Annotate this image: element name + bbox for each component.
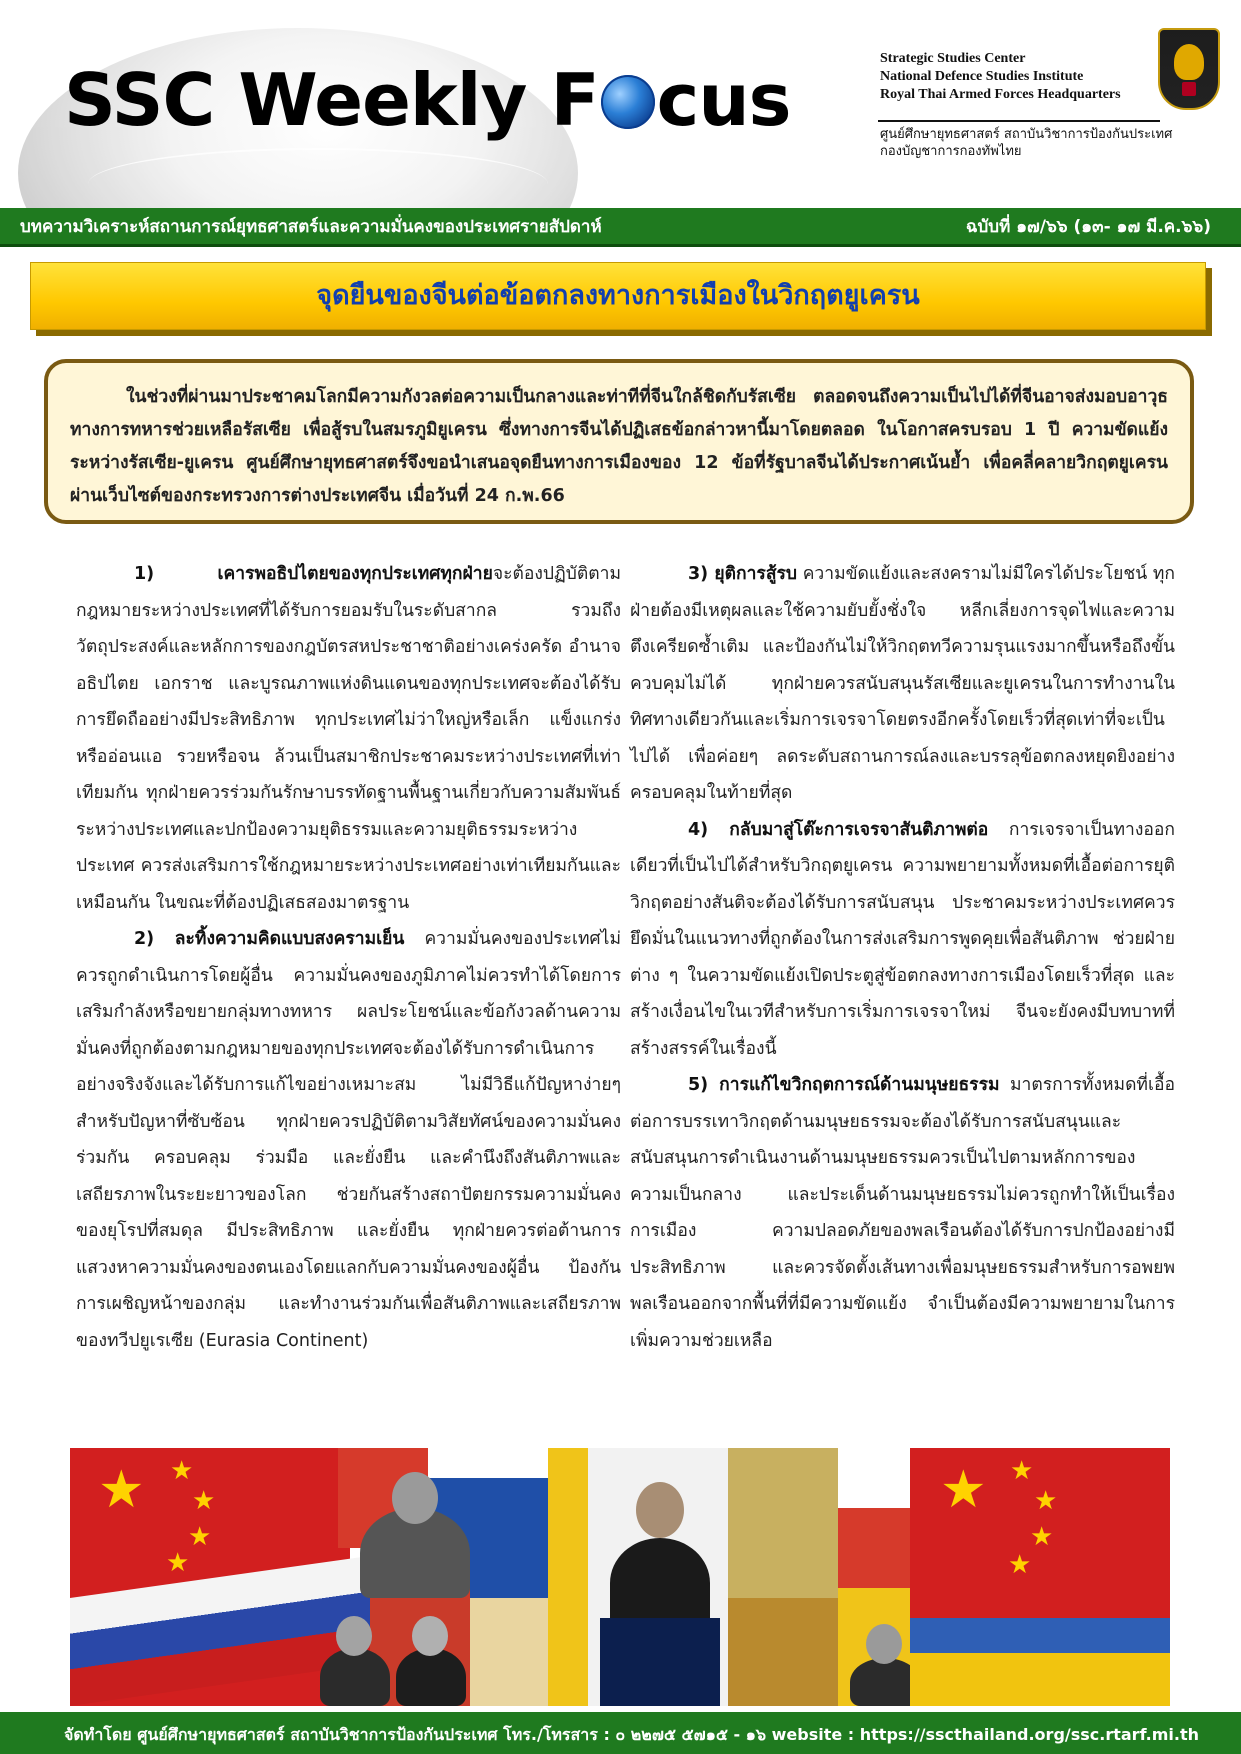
page-header bbox=[0, 0, 1241, 208]
article-headline bbox=[30, 262, 1206, 330]
left-column bbox=[76, 556, 621, 1359]
china-flag-left: ★ ★ ★ ★ ★ bbox=[70, 1448, 350, 1706]
right-column bbox=[630, 556, 1175, 1359]
section-4: 4) กลับมาสู่โต๊ะการเจรจาสันติภาพต่อ การเจรจาเป็นทางออกเดียวที่เป็นไปได้สำหรับวิกฤตยูเครน ความพยายามทั้งหมดที่เอื้อต่อการยุติวิกฤตอย่างสันติจะต้องได้รับการสนับสนุน ประชาคมระหว่างประเทศควรยึดมั่นในแนวทางที่ถูกต้องในการส่งเสริมการพูดคุยเพื่อสันติภาพ ช่วยฝ่ายต่าง ๆ ในความขัดแย้งเปิดประตูสู่ข้อตกลงทางการเมืองโดยเร็วที่สุด และสร้างเงื่อนไขในเวทีสำหรับการเริ่มการเจรจาใหม่ จีนจะยังคงมีบทบาทที่สร้างสรรค์ในเรื่องนี้ bbox=[630, 819, 1175, 1059]
page-footer bbox=[0, 1712, 1241, 1754]
issue-number: ฉบับที่ ๑๗/๖๖ (๑๓- ๑๗ มี.ค.๖๖) bbox=[965, 217, 1211, 237]
band-subtitle: บทความวิเคราะห์สถานการณ์ยุทธศาสตร์และความมั่นคงของประเทศรายสัปดาห์ bbox=[20, 217, 602, 237]
rtarf-emblem-icon bbox=[1158, 28, 1220, 110]
photo-collage bbox=[70, 1448, 1170, 1706]
section-2: 2) ละทิ้งความคิดแบบสงครามเย็น ความมั่นคงของประเทศไม่ควรถูกดำเนินการโดยผู้อื่น ความมั่นคงของภูมิภาคไม่ควรทำได้โดยการเสริมกำลังหรือขยายกลุ่มทางทหาร ผลประโยชน์และข้อกังวลด้านความมั่นคงที่ถูกต้องตามกฎหมายของทุกประเทศจะต้องได้รับการดำเนินการอย่างจริงจังและได้รับการแก้ไขอย่างเหมาะสม ไม่มีวิธีแก้ปัญหาง่ายๆ สำหรับปัญหาที่ซับซ้อน ทุกฝ่ายควรปฏิบัติตามวิสัยทัศน์ของความมั่นคงร่วมกัน ครอบคลุม ร่วมมือ และยั่งยืน และคำนึงถึงสันติภาพและเสถียรภาพในระยะยาวของโลก ช่วยกันสร้างสถาปัตยกรรมความมั่นคงของยุโรปที่สมดุล มีประสิทธิภาพ และยั่งยืน ทุกฝ่ายควรต่อต้านการแสวงหาความมั่นคงของตนเองโดยแลกกับความมั่นคงของผู้อื่น ป้องกันการเผชิญหน้าของกลุ่ม และทำงานร่วมกันเพื่อสันติภาพและเสถียรภาพของทวีปยูเรเซีย (Eurasia Continent) bbox=[76, 929, 621, 1351]
globe-icon bbox=[601, 75, 655, 129]
org-divider bbox=[878, 120, 1160, 122]
newsletter-title: SSC Weekly F cus bbox=[64, 58, 791, 142]
ukraine-flag bbox=[910, 1618, 1170, 1706]
section-1: 1) เคารพอธิปไตยของทุกประเทศทุกฝ่ายจะต้องปฏิบัติตามกฎหมายระหว่างประเทศที่ได้รับการยอมรับในระดับสากล รวมถึงวัตถุประสงค์และหลักการของกฎบัตรสหประชาชาติอย่างเคร่งครัด อำนาจอธิปไตย เอกราช และบูรณภาพแห่งดินแดนของทุกประเทศจะต้องได้รับการยึดถืออย่างมีประสิทธิภาพ ทุกประเทศไม่ว่าใหญ่หรือเล็ก แข็งแกร่งหรืออ่อนแอ รวยหรือจน ล้วนเป็นสมาชิกประชาคมระหว่างประเทศที่เท่าเทียมกัน ทุกฝ่ายควรร่วมกันรักษาบรรทัดฐานพื้นฐานเกี่ยวกับความสัมพันธ์ระหว่างประเทศและปกป้องความยุติธรรมและความยุติธรรมระหว่างประเทศ ควรส่งเสริมการใช้กฎหมายระหว่างประเทศอย่างเท่าเทียมกันและเหมือนกัน ในขณะที่ต้องปฏิเสธสองมาตรฐาน bbox=[76, 564, 621, 913]
abstract-box bbox=[44, 359, 1194, 524]
section-3: 3) ยุติการสู้รบ ความขัดแย้งและสงครามไม่มีใครได้ประโยชน์ ทุกฝ่ายต้องมีเหตุผลและใช้ความยับยั้งชั่งใจ หลีกเลี่ยงการจุดไฟและความตึงเครียดซ้ำเติม และป้องกันไม่ให้วิกฤตทวีความรุนแรงมากขึ้นหรือถึงขั้นควบคุมไม่ได้ ทุกฝ่ายควรสนับสนุนรัสเซียและยูเครนในการทำงานในทิศทางเดียวกันและเริ่มการเจรจาโดยตรงอีกครั้งโดยเร็วที่สุดเท่าที่จะเป็นไปได้ เพื่อค่อยๆ ลดระดับสถานการณ์ลงและบรรลุข้อตกลงหยุดยิงอย่างครอบคลุมในท้ายที่สุด bbox=[630, 564, 1175, 803]
org-name-english: Strategic Studies Center National Defence Studies Institute Royal Thai Armed Forces Headquarters bbox=[880, 51, 1121, 102]
headline-text: จุดยืนของจีนต่อข้อตกลงทางการเมืองในวิกฤตยูเครน bbox=[316, 280, 920, 311]
china-flag-right: ★ ★ ★ ★ ★ bbox=[910, 1448, 1170, 1618]
org-name-thai: ศูนย์ศึกษายุทธศาสตร์ สถาบันวิชาการป้องกันประเทศ กองบัญชาการกองทัพไทย bbox=[880, 127, 1173, 159]
section-5: 5) การแก้ไขวิกฤตการณ์ด้านมนุษยธรรม มาตรการทั้งหมดที่เอื้อต่อการบรรเทาวิกฤตด้านมนุษยธรรมจะต้องได้รับการสนับสนุนและสนับสนุนการดำเนินงานด้านมนุษยธรรมควรเป็นไปตามหลักการของความเป็นกลาง และประเด็นด้านมนุษยธรรมไม่ควรถูกทำให้เป็นเรื่องการเมือง ความปลอดภัยของพลเรือนต้องได้รับการปกป้องอย่างมีประสิทธิภาพ และควรจัดตั้งเส้นทางเพื่อมนุษยธรรมสำหรับการอพยพพลเรือนออกจากพื้นที่ที่มีความขัดแย้ง จำเป็นต้องมีความพยายามในการเพิ่มความช่วยเหลือ bbox=[630, 1075, 1175, 1351]
podium bbox=[600, 1618, 720, 1706]
footer-text: จัดทำโดย ศูนย์ศึกษายุทธศาสตร์ สถาบันวิชาการป้องกันประเทศ โทร./โทรสาร : ๐ ๒๒๗๕ ๕๗๑๕ - ๑๖ website : https://sscthailand.org/ssc.rtarf.mi.th bbox=[64, 1725, 1200, 1744]
abstract-lead: ในช่วงที่ผ่านมา bbox=[126, 387, 242, 407]
abstract-text: ประชาคมโลกมีความกังวลต่อความเป็นกลางและท่าทีที่จีนใกล้ชิดกับรัสเซีย ตลอดจนถึงความเป็นไปได้ที่จีนอาจส่งมอบอาวุธทางการทหารช่วยเหลือรัสเซีย เพื่อสู้รบในสมรภูมิยูเครน ซึ่งทางการจีนได้ปฏิเสธข้อกล่าวหานี้มาโดยตลอด ในโอกาสครบรอบ 1 ปี ความขัดแย้งระหว่างรัสเซีย-ยูเครน ศูนย์ศึกษายุทธศาสตร์จึงขอนำเสนอจุดยืนทางการเมืองของ 12 ข้อที่รัฐบาลจีนได้ประกาศเน้นย้ำ เพื่อคลี่คลายวิกฤตยูเครน ผ่านเว็บไซต์ของกระทรวงการต่างประเทศจีน เมื่อวันที่ 24 ก.พ.66 bbox=[70, 387, 1168, 506]
issue-band bbox=[0, 208, 1241, 247]
